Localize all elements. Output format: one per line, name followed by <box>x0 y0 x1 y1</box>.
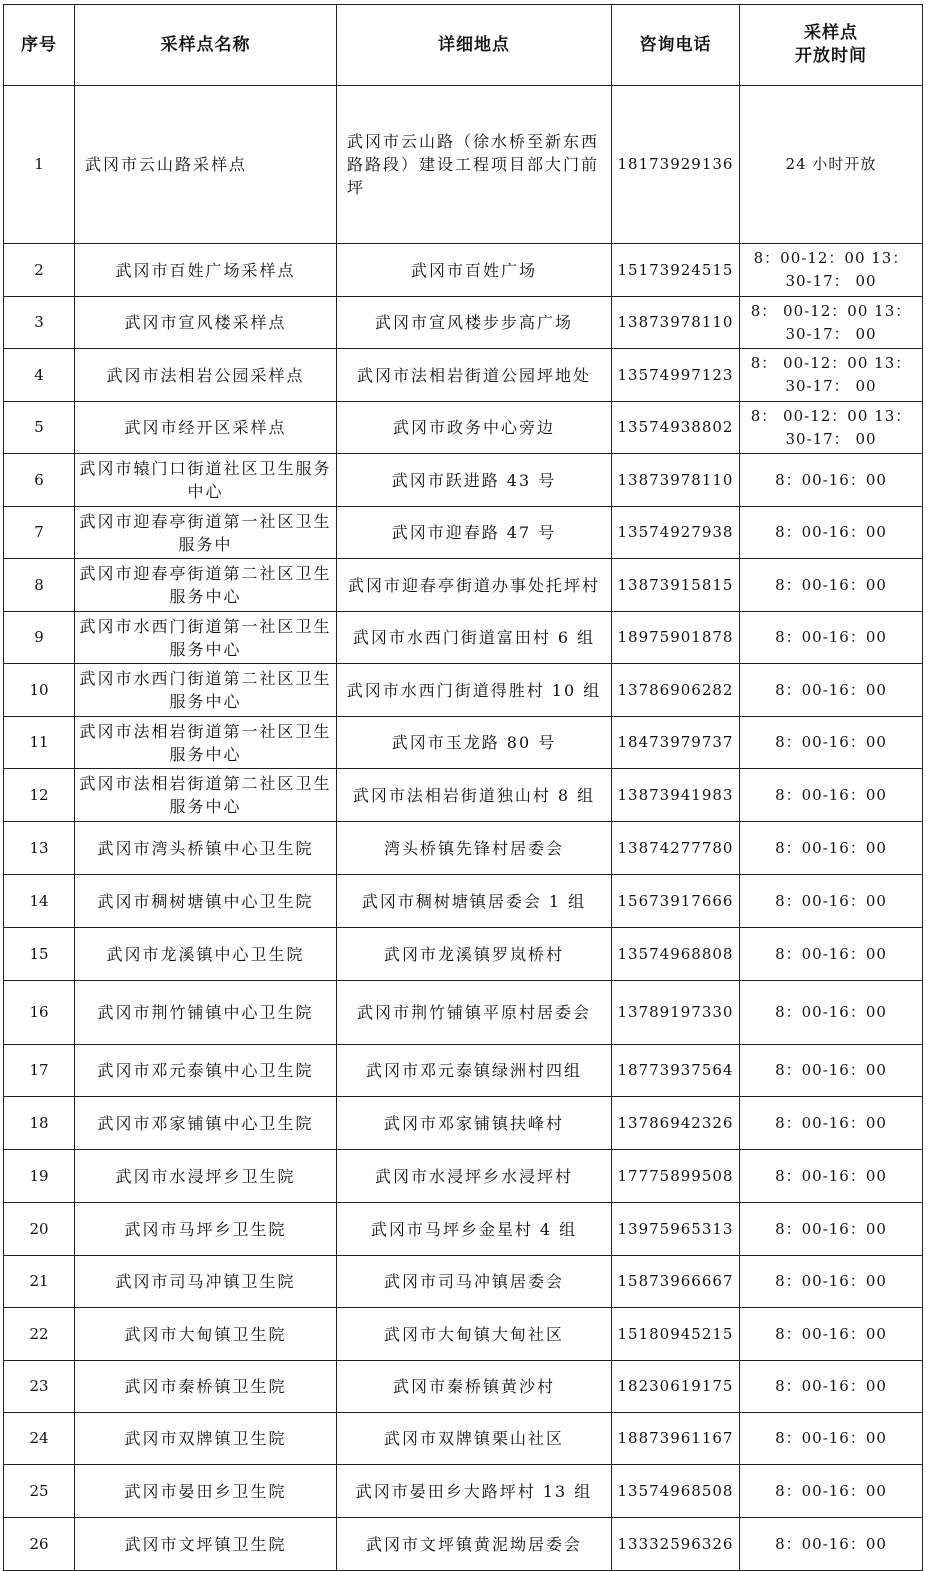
site-phone: 13975965313 <box>612 1203 740 1256</box>
site-hours: 8：00-16：00 <box>740 1203 923 1256</box>
site-name: 武冈市司马冲镇卫生院 <box>75 1256 337 1308</box>
row-number: 20 <box>4 1203 75 1256</box>
site-hours: 8：00-16：00 <box>740 1413 923 1465</box>
site-hours: 8：00-16：00 <box>740 559 923 612</box>
site-hours: 8： 00-12：00 13：30-17： 00 <box>740 349 923 402</box>
site-name: 武冈市水西门街道第二社区卫生服务中心 <box>75 664 337 717</box>
site-address: 武冈市荆竹铺镇平原村居委会 <box>337 981 612 1045</box>
site-hours: 8：00-16：00 <box>740 981 923 1045</box>
table-row <box>4 1045 923 1097</box>
table-row <box>4 875 923 928</box>
row-number: 2 <box>4 244 75 297</box>
site-address: 武冈市政务中心旁边 <box>337 402 612 454</box>
site-name: 武冈市百姓广场采样点 <box>75 244 337 297</box>
site-hours: 8：00-16：00 <box>740 1256 923 1308</box>
site-name: 武冈市水浸坪乡卫生院 <box>75 1150 337 1203</box>
site-phone: 13873978110 <box>612 454 740 507</box>
site-phone: 18473979737 <box>612 717 740 769</box>
site-hours: 8：00-16：00 <box>740 875 923 928</box>
site-phone: 18975901878 <box>612 612 740 664</box>
site-phone: 13786906282 <box>612 664 740 717</box>
row-number: 13 <box>4 822 75 875</box>
site-name: 武冈市法相岩公园采样点 <box>75 349 337 402</box>
table-row <box>4 1413 923 1465</box>
row-number: 10 <box>4 664 75 717</box>
row-number: 12 <box>4 769 75 822</box>
site-address: 武冈市司马冲镇居委会 <box>337 1256 612 1308</box>
table-row <box>4 507 923 559</box>
site-name: 武冈市云山路采样点 <box>75 86 337 244</box>
site-address: 武冈市晏田乡大路坪村 13 组 <box>337 1465 612 1518</box>
row-number: 25 <box>4 1465 75 1518</box>
site-name: 武冈市马坪乡卫生院 <box>75 1203 337 1256</box>
site-hours: 8：00-16：00 <box>740 769 923 822</box>
table-row <box>4 1361 923 1413</box>
site-name: 武冈市法相岩街道第二社区卫生服务中心 <box>75 769 337 822</box>
site-address: 武冈市邓家铺镇扶峰村 <box>337 1097 612 1150</box>
site-name: 武冈市迎春亭街道第二社区卫生服务中心 <box>75 559 337 612</box>
table-row <box>4 1465 923 1518</box>
site-phone: 13874277780 <box>612 822 740 875</box>
site-phone: 13332596326 <box>612 1518 740 1571</box>
table-row <box>4 928 923 981</box>
site-address: 武冈市龙溪镇罗岚桥村 <box>337 928 612 981</box>
table-row <box>4 1518 923 1571</box>
site-phone: 13789197330 <box>612 981 740 1045</box>
site-name: 武冈市宣风楼采样点 <box>75 297 337 349</box>
site-address: 武冈市云山路（徐水桥至新东西路路段）建设工程项目部大门前坪 <box>337 86 612 244</box>
site-address: 武冈市玉龙路 80 号 <box>337 717 612 769</box>
site-address: 武冈市秦桥镇黄沙村 <box>337 1361 612 1413</box>
site-address: 武冈市跃进路 43 号 <box>337 454 612 507</box>
site-address: 武冈市文坪镇黄泥坳居委会 <box>337 1518 612 1571</box>
site-name: 武冈市湾头桥镇中心卫生院 <box>75 822 337 875</box>
site-address: 武冈市大甸镇大甸社区 <box>337 1308 612 1361</box>
site-name: 武冈市邓家铺镇中心卫生院 <box>75 1097 337 1150</box>
site-hours: 8：00-16：00 <box>740 717 923 769</box>
row-number: 22 <box>4 1308 75 1361</box>
site-phone: 13574927938 <box>612 507 740 559</box>
site-address: 武冈市迎春亭街道办事处托坪村 <box>337 559 612 612</box>
site-name: 武冈市经开区采样点 <box>75 402 337 454</box>
header-hours-line1: 采样点 <box>804 23 858 43</box>
row-number: 23 <box>4 1361 75 1413</box>
site-name: 武冈市迎春亭街道第一社区卫生服务中 <box>75 507 337 559</box>
header-phone: 咨询电话 <box>612 5 740 86</box>
header-hours-line2: 开放时间 <box>795 46 867 66</box>
table-row <box>4 244 923 297</box>
site-name: 武冈市法相岩街道第一社区卫生服务中心 <box>75 717 337 769</box>
site-name: 武冈市水西门街道第一社区卫生服务中心 <box>75 612 337 664</box>
header-name: 采样点名称 <box>75 5 337 86</box>
site-hours: 8：00-16：00 <box>740 1518 923 1571</box>
table-row <box>4 1150 923 1203</box>
table-row <box>4 717 923 769</box>
site-phone: 18173929136 <box>612 86 740 244</box>
table-row <box>4 86 923 244</box>
site-phone: 18230619175 <box>612 1361 740 1413</box>
site-phone: 18873961167 <box>612 1413 740 1465</box>
site-hours: 24 小时开放 <box>740 86 923 244</box>
row-number: 11 <box>4 717 75 769</box>
table-row <box>4 769 923 822</box>
site-name: 武冈市稠树塘镇中心卫生院 <box>75 875 337 928</box>
site-hours: 8： 00-12：00 13：30-17： 00 <box>740 297 923 349</box>
row-number: 14 <box>4 875 75 928</box>
site-address: 武冈市法相岩街道独山村 8 组 <box>337 769 612 822</box>
site-phone: 13873978110 <box>612 297 740 349</box>
table-row <box>4 559 923 612</box>
site-phone: 13574938802 <box>612 402 740 454</box>
site-phone: 17775899508 <box>612 1150 740 1203</box>
site-phone: 13786942326 <box>612 1097 740 1150</box>
table-row <box>4 1256 923 1308</box>
site-address: 武冈市稠树塘镇居委会 1 组 <box>337 875 612 928</box>
site-hours: 8：00-16：00 <box>740 928 923 981</box>
row-number: 17 <box>4 1045 75 1097</box>
table-row <box>4 297 923 349</box>
site-hours: 8：00-16：00 <box>740 1361 923 1413</box>
site-address: 武冈市法相岩街道公园坪地处 <box>337 349 612 402</box>
site-address: 武冈市百姓广场 <box>337 244 612 297</box>
row-number: 21 <box>4 1256 75 1308</box>
site-hours: 8：00-16：00 <box>740 822 923 875</box>
row-number: 19 <box>4 1150 75 1203</box>
header-no: 序号 <box>4 5 75 86</box>
site-name: 武冈市双牌镇卫生院 <box>75 1413 337 1465</box>
site-phone: 13873915815 <box>612 559 740 612</box>
site-name: 武冈市龙溪镇中心卫生院 <box>75 928 337 981</box>
site-phone: 15673917666 <box>612 875 740 928</box>
site-name: 武冈市邓元泰镇中心卫生院 <box>75 1045 337 1097</box>
site-phone: 13873941983 <box>612 769 740 822</box>
row-number: 7 <box>4 507 75 559</box>
table-row <box>4 981 923 1045</box>
site-hours: 8：00-16：00 <box>740 1097 923 1150</box>
row-number: 15 <box>4 928 75 981</box>
site-name: 武冈市大甸镇卫生院 <box>75 1308 337 1361</box>
table-row <box>4 1203 923 1256</box>
row-number: 3 <box>4 297 75 349</box>
site-hours: 8：00-16：00 <box>740 664 923 717</box>
site-address: 武冈市邓元泰镇绿洲村四组 <box>337 1045 612 1097</box>
site-address: 武冈市迎春路 47 号 <box>337 507 612 559</box>
row-number: 5 <box>4 402 75 454</box>
site-phone: 13574997123 <box>612 349 740 402</box>
site-address: 武冈市水浸坪乡水浸坪村 <box>337 1150 612 1203</box>
site-name: 武冈市文坪镇卫生院 <box>75 1518 337 1571</box>
header-hours <box>740 5 923 86</box>
site-hours: 8：00-16：00 <box>740 612 923 664</box>
site-hours: 8：00-12：00 13：30-17： 00 <box>740 244 923 297</box>
row-number: 24 <box>4 1413 75 1465</box>
site-phone: 15873966667 <box>612 1256 740 1308</box>
site-hours: 8：00-16：00 <box>740 507 923 559</box>
row-number: 26 <box>4 1518 75 1571</box>
row-number: 4 <box>4 349 75 402</box>
table-row <box>4 1308 923 1361</box>
table-row <box>4 664 923 717</box>
table-row <box>4 612 923 664</box>
row-number: 6 <box>4 454 75 507</box>
site-address: 武冈市双牌镇栗山社区 <box>337 1413 612 1465</box>
site-hours: 8：00-16：00 <box>740 1465 923 1518</box>
site-hours: 8：00-16：00 <box>740 454 923 507</box>
site-phone: 18773937564 <box>612 1045 740 1097</box>
site-hours: 8：00-16：00 <box>740 1308 923 1361</box>
site-name: 武冈市秦桥镇卫生院 <box>75 1361 337 1413</box>
table-row <box>4 454 923 507</box>
row-number: 9 <box>4 612 75 664</box>
site-address: 湾头桥镇先锋村居委会 <box>337 822 612 875</box>
table-row <box>4 349 923 402</box>
site-phone: 15180945215 <box>612 1308 740 1361</box>
table-header-row <box>4 5 923 86</box>
site-name: 武冈市晏田乡卫生院 <box>75 1465 337 1518</box>
site-address: 武冈市水西门街道得胜村 10 组 <box>337 664 612 717</box>
row-number: 1 <box>4 86 75 244</box>
table-row <box>4 822 923 875</box>
site-address: 武冈市水西门街道富田村 6 组 <box>337 612 612 664</box>
site-hours: 8：00-16：00 <box>740 1045 923 1097</box>
row-number: 16 <box>4 981 75 1045</box>
site-hours: 8： 00-12：00 13：30-17： 00 <box>740 402 923 454</box>
site-hours: 8：00-16：00 <box>740 1150 923 1203</box>
site-name: 武冈市荆竹铺镇中心卫生院 <box>75 981 337 1045</box>
site-address: 武冈市马坪乡金星村 4 组 <box>337 1203 612 1256</box>
site-phone: 15173924515 <box>612 244 740 297</box>
site-phone: 13574968808 <box>612 928 740 981</box>
header-address: 详细地点 <box>337 5 612 86</box>
row-number: 8 <box>4 559 75 612</box>
sampling-sites-table <box>3 4 923 1571</box>
site-phone: 13574968508 <box>612 1465 740 1518</box>
site-name: 武冈市辕门口街道社区卫生服务中心 <box>75 454 337 507</box>
table-row <box>4 402 923 454</box>
site-address: 武冈市宣风楼步步高广场 <box>337 297 612 349</box>
table-row <box>4 1097 923 1150</box>
row-number: 18 <box>4 1097 75 1150</box>
